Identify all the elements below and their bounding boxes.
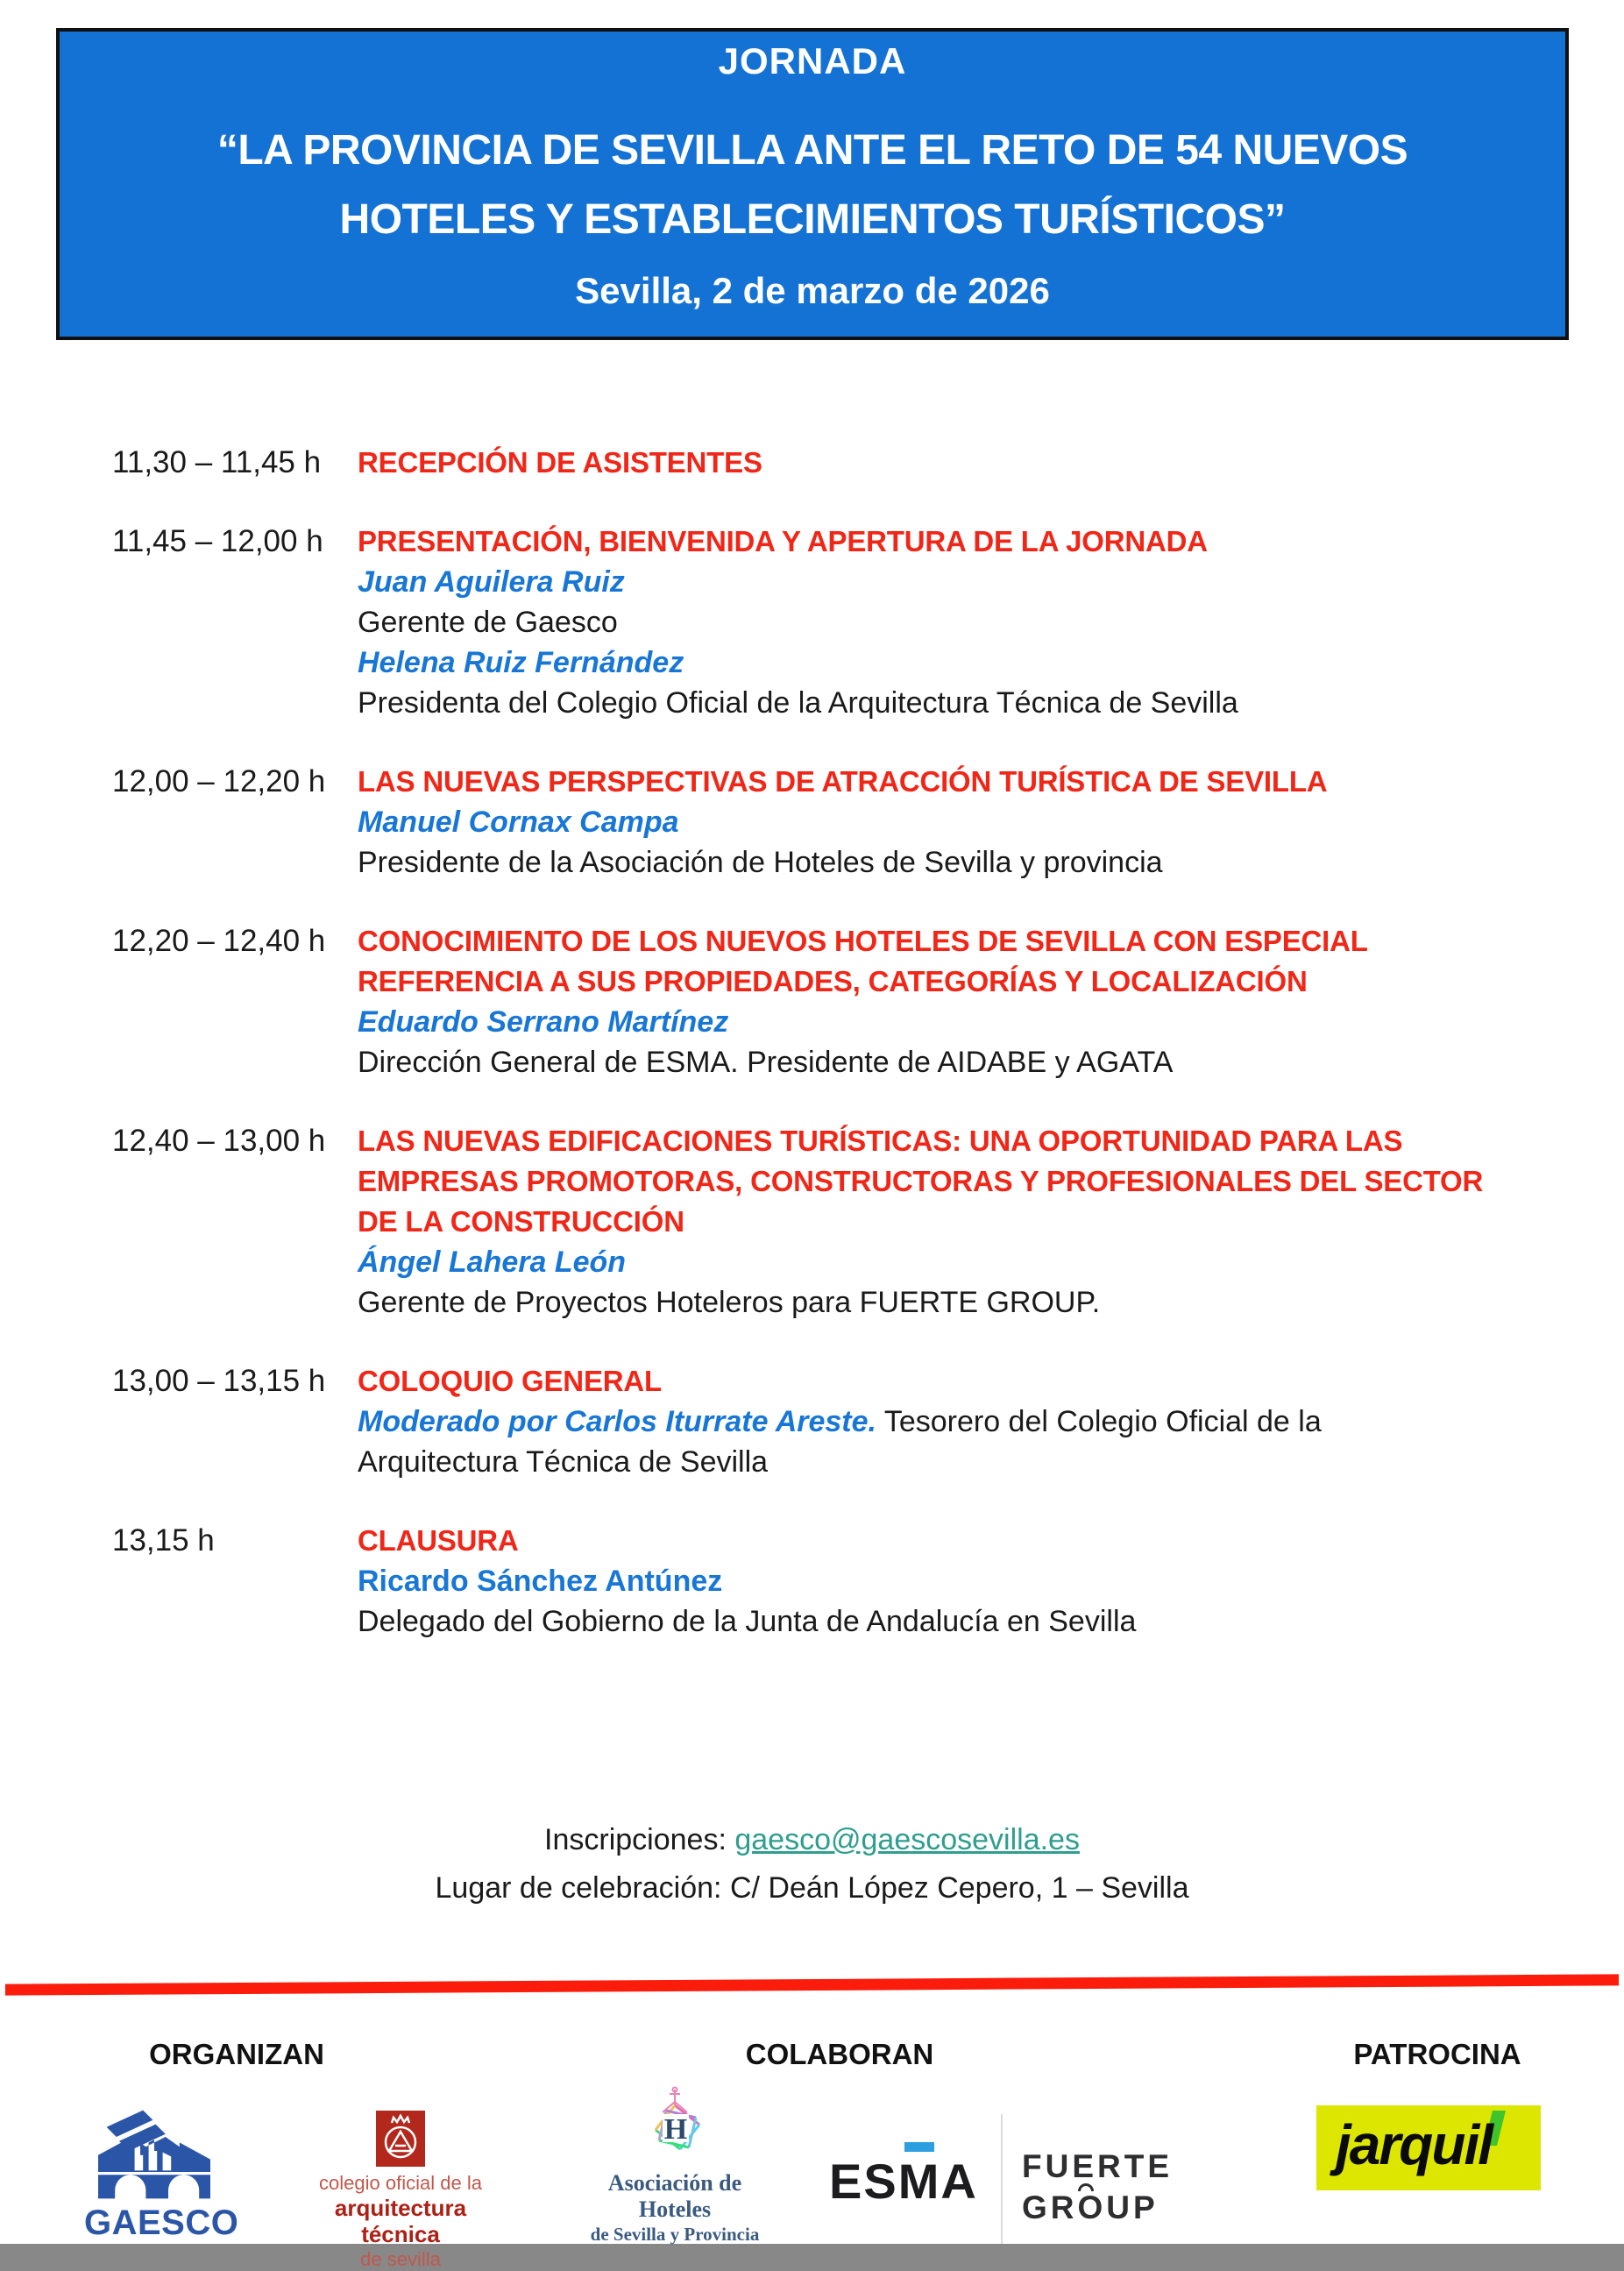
registration-info: [0, 1816, 1624, 1913]
organizers-label: ORGANIZAN: [149, 2038, 324, 2070]
speaker-name: Juan Aguilera Ruiz: [358, 565, 625, 599]
session-title: RECEPCIÓN DE ASISTENTES: [358, 446, 762, 479]
schedule-row-clausura: [0, 1521, 1624, 1642]
session-title-line2: REFERENCIA A SUS PROPIEDADES, CATEGORÍAS Y LOCALIZACIÓN: [358, 965, 1308, 997]
time-slot: 13,00 – 13,15 h: [112, 1364, 326, 1398]
event-title-line1: “LA PROVINCIA DE SEVILLA ANTE EL RETO DE 54 NUEVOS: [216, 127, 1408, 174]
session-title-line1: CONOCIMIENTO DE LOS NUEVOS HOTELES DE SEVILLA CON ESPECIAL: [358, 925, 1368, 957]
asociacion-text-line2: de Sevilla y Provincia: [590, 2224, 760, 2245]
time-slot: 12,00 – 12,20 h: [112, 764, 326, 798]
moderator-role-part1: Tesorero del Colegio Oficial de la: [883, 1405, 1322, 1438]
asociacion-text-line1: Asociación de Hoteles: [607, 2170, 742, 2222]
schedule-row-edifications: [0, 1121, 1624, 1323]
inscriptions-label: Inscripciones:: [544, 1823, 735, 1856]
asociacion-hoteles-icon: [578, 2086, 771, 2170]
speaker-role: Delegado del Gobierno de la Junta de Andalucía en Sevilla: [358, 1605, 1137, 1638]
schedule-row-reception: [0, 443, 1624, 483]
inscriptions-line: [0, 1816, 1624, 1864]
schedule-row-coloquio: [0, 1361, 1624, 1482]
gaesco-logo-icon: [84, 2109, 224, 2200]
session-title-line2: EMPRESAS PROMOTORAS, CONSTRUCTORAS Y PROFESIONALES DEL SECTOR: [358, 1165, 1484, 1197]
moderator-role-part2: Arquitectura Técnica de Sevilla: [358, 1445, 769, 1479]
session-title: COLOQUIO GENERAL: [358, 1365, 662, 1397]
svg-text:H: H: [663, 2113, 688, 2146]
fuerte-group-logo: [1022, 2146, 1173, 2228]
schedule-row-opening: [0, 522, 1624, 723]
colegio-emblem-icon: [376, 2111, 425, 2167]
session-title: PRESENTACIÓN, BIENVENIDA Y APERTURA DE LA JORNADA: [358, 525, 1208, 557]
esma-logo: [829, 2140, 978, 2210]
asociacion-hoteles-logo: [578, 2086, 771, 2246]
colegio-text-line3: de sevilla: [360, 2248, 441, 2270]
session-title-line1: LAS NUEVAS EDIFICACIONES TURÍSTICAS: UNA OPORTUNIDAD PARA LAS: [358, 1125, 1403, 1157]
moderator-line: [358, 1402, 1528, 1442]
fuerte-group-arc-o: O: [1078, 2187, 1107, 2228]
time-slot: 11,45 – 12,00 h: [112, 524, 323, 558]
esma-wordmark: ESMA: [829, 2154, 978, 2209]
schedule-row-perspectives: [0, 762, 1624, 883]
fuerte-group-up: UP: [1106, 2189, 1159, 2225]
speaker-role: Presidenta del Colegio Oficial de la Arquitectura Técnica de Sevilla: [358, 686, 1238, 720]
esma-accent-bar-icon: [904, 2142, 934, 2152]
event-type-heading: JORNADA: [718, 40, 907, 82]
time-slot: 11,30 – 11,45 h: [112, 445, 322, 479]
footer-vertical-divider: [1001, 2114, 1003, 2244]
gaesco-logo: [84, 2109, 239, 2243]
session-title-line3: DE LA CONSTRUCCIÓN: [358, 1205, 684, 1238]
jarquil-wordmark: jarquil: [1336, 2113, 1493, 2176]
time-slot: 12,20 – 12,40 h: [112, 924, 326, 958]
speaker-name: Ángel Lahera León: [358, 1246, 627, 1279]
jarquil-logo: [1316, 2105, 1541, 2190]
collaborators-label: COLABORAN: [745, 2038, 934, 2070]
speaker-role: Dirección General de ESMA. Presidente de AIDABE y AGATA: [358, 1046, 1174, 1079]
event-date-location: Sevilla, 2 de marzo de 2026: [575, 270, 1050, 311]
venue-line: Lugar de celebración: C/ Deán López Cepero, 1 – Sevilla: [435, 1871, 1189, 1905]
inscriptions-email-link[interactable]: gaesco@gaescosevilla.es: [734, 1823, 1080, 1856]
time-slot: 13,15 h: [112, 1523, 215, 1558]
colegio-text-line1: colegio oficial de la: [319, 2172, 482, 2194]
schedule-row-knowledge: [0, 921, 1624, 1082]
red-separator-line: [5, 1974, 1619, 1995]
fuerte-group-gr: GR: [1022, 2189, 1078, 2225]
speaker-name: Helena Ruiz Fernández: [358, 646, 684, 679]
session-title: LAS NUEVAS PERSPECTIVAS DE ATRACCIÓN TURÍSTICA DE SEVILLA: [358, 765, 1328, 798]
speaker-name: Manuel Cornax Campa: [358, 805, 679, 839]
speaker-role: Gerente de Gaesco: [358, 606, 618, 639]
fuerte-text-line1: FUERTE: [1022, 2148, 1173, 2184]
event-title-line2: HOTELES Y ESTABLECIMIENTOS TURÍSTICOS”: [339, 196, 1286, 243]
sponsor-label: PATROCINA: [1353, 2038, 1521, 2070]
speaker-name: Eduardo Serrano Martínez: [358, 1005, 729, 1039]
fuerte-text-line2: [1022, 2187, 1173, 2228]
speaker-name: Ricardo Sánchez Antúnez: [358, 1565, 723, 1598]
gaesco-wordmark: GAESCO: [84, 2204, 239, 2242]
speaker-role: Gerente de Proyectos Hoteleros para FUERTE GROUP.: [358, 1286, 1101, 1319]
session-title: CLAUSURA: [358, 1524, 519, 1557]
time-slot: 12,40 – 13,00 h: [112, 1124, 326, 1158]
schedule: [0, 443, 1624, 1680]
header-banner: [56, 28, 1569, 340]
moderator-name: Moderado por Carlos Iturrate Areste.: [358, 1405, 876, 1438]
colegio-text-line2: arquitectura técnica: [334, 2195, 467, 2247]
speaker-role: Presidente de la Asociación de Hoteles de Sevilla y provincia: [358, 846, 1163, 879]
colegio-arquitectura-logo: [308, 2111, 493, 2271]
